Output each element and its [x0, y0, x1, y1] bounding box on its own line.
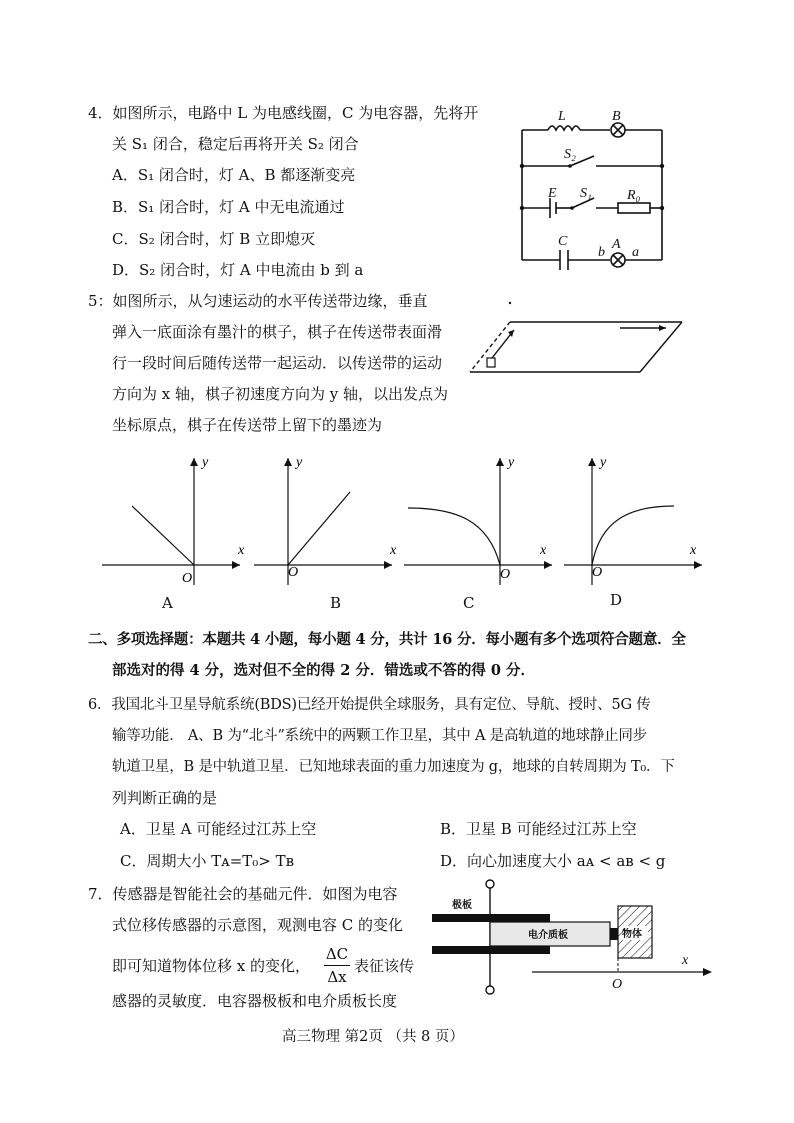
q5-line-3: 行一段时间后随传送带一起运动．以传送带的运动 — [112, 354, 443, 372]
q7-line-2: 式位移传感器的示意图，观测电容 C 的变化 — [112, 916, 404, 934]
graph-c-y: y — [508, 455, 515, 470]
graph-c-o: O — [500, 567, 511, 582]
q5-option-a: A — [162, 594, 173, 612]
q4-line-2: 关 S₁ 闭合，稳定后再将开关 S₂ 闭合 — [112, 135, 359, 153]
graph-a-y: y — [202, 455, 209, 470]
graph-d-y: y — [600, 455, 607, 470]
label-B: B — [612, 109, 621, 124]
section2-line-2: 部选对的得 4 分，选对但不全的得 2 分．错选或不答的得 0 分． — [112, 662, 536, 679]
q6-line-2: 输等功能． A、B 为“北斗”系统中的两颗工作卫星，其中 A 是高轨道的地球静止同步 — [112, 728, 647, 744]
q4-option-a: A．S₁ 闭合时，灯 A、B 都逐渐变亮 — [112, 166, 356, 184]
conveyor-diagram — [470, 300, 690, 380]
q4-option-c: C．S₂ 闭合时，灯 B 立即熄灭 — [112, 230, 316, 248]
q5-line-4: 方向为 x 轴，棋子初速度方向为 y 轴，以出发点为 — [112, 385, 449, 403]
graph-b — [250, 450, 400, 590]
q5-line-2: 弹入一底面涂有墨汁的棋子，棋子在传送带表面滑 — [112, 323, 443, 341]
q5-line-1: 5：如图所示，从匀速运动的水平传送带边缘，垂直 — [88, 292, 428, 310]
label-O: O — [612, 977, 623, 992]
label-a: a — [632, 245, 639, 260]
graph-b-o: O — [288, 565, 299, 580]
label-x: x — [682, 953, 689, 968]
q5-option-d: D — [610, 591, 623, 609]
q7-line-3: 即可知道物体位移 x 的变化， — [112, 957, 310, 975]
graph-a-x: x — [238, 543, 245, 558]
graph-d — [560, 450, 710, 590]
section2-line-1: 二、多项选择题：本题共 4 小题，每小题 4 分，共计 16 分．每小题有多个选项符合题意．全 — [88, 631, 686, 648]
graph-c-x: x — [540, 543, 547, 558]
graph-b-x: x — [390, 543, 397, 558]
q5-option-b: B — [330, 594, 342, 612]
q5-line-5: 坐标原点，棋子在传送带上留下的墨迹为 — [112, 416, 383, 434]
label-plate: 极板 — [452, 900, 472, 911]
q4-option-d: D．S₂ 闭合时，灯 A 中电流由 b 到 a — [112, 261, 364, 279]
label-R0: R₀ — [627, 188, 641, 203]
graph-c — [400, 450, 560, 590]
graph-a-o: O — [182, 571, 193, 586]
q6-option-c: C．周期大小 Tᴀ=T₀> Tʙ — [120, 852, 295, 870]
q6-line-3: 轨道卫星，B 是中轨道卫星．已知地球表面的重力加速度为 g，地球的自转周期为 T₀．下 — [112, 759, 675, 775]
graph-a — [98, 450, 248, 590]
graph-b-y: y — [296, 455, 303, 470]
q5-option-c: C — [463, 594, 475, 612]
q6-line-1: 6．我国北斗卫星导航系统(BDS)已经开始提供全球服务，具有定位、导航、授时、5G 传 — [88, 697, 651, 713]
q4-line-1: 4．如图所示，电路中 L 为电感线圈，C 为电容器，先将开 — [88, 104, 479, 122]
label-C: C — [558, 234, 568, 249]
q7-line-1: 7．传感器是智能社会的基础元件．如图为电容 — [88, 885, 398, 903]
q7-line-5: 感器的灵敏度．电容器极板和电介质板长度 — [112, 992, 398, 1010]
fraction-denominator: Δx — [327, 968, 347, 986]
fraction-bar — [324, 965, 350, 966]
graph-d-o: O — [592, 565, 603, 580]
q6-option-d: D．向心加速度大小 aᴀ < aʙ < g — [440, 852, 666, 870]
label-S2: S₂ — [564, 147, 576, 162]
graph-d-x: x — [690, 543, 697, 558]
q6-line-4: 列判断正确的是 — [112, 789, 218, 807]
label-S1: S₁ — [580, 186, 592, 201]
fraction-numerator: ΔC — [325, 945, 349, 963]
label-L: L — [558, 109, 566, 124]
circuit-diagram — [510, 100, 680, 280]
q7-line-4: 表征该传 — [354, 957, 415, 975]
q6-option-a: A．卫星 A 可能经过江苏上空 — [120, 820, 317, 838]
q6-option-b: B．卫星 B 可能经过江苏上空 — [440, 820, 637, 838]
q4-option-b: B．S₁ 闭合时，灯 A 中无电流通过 — [112, 198, 345, 216]
sensor-diagram — [432, 876, 722, 1002]
label-A: A — [612, 237, 621, 252]
label-E: E — [548, 186, 557, 201]
page-footer: 高三物理 第2页 （共 8 页） — [282, 1029, 464, 1045]
label-object: 物体 — [622, 929, 642, 940]
label-dielectric: 电介质板 — [528, 930, 568, 941]
label-b: b — [598, 245, 605, 260]
